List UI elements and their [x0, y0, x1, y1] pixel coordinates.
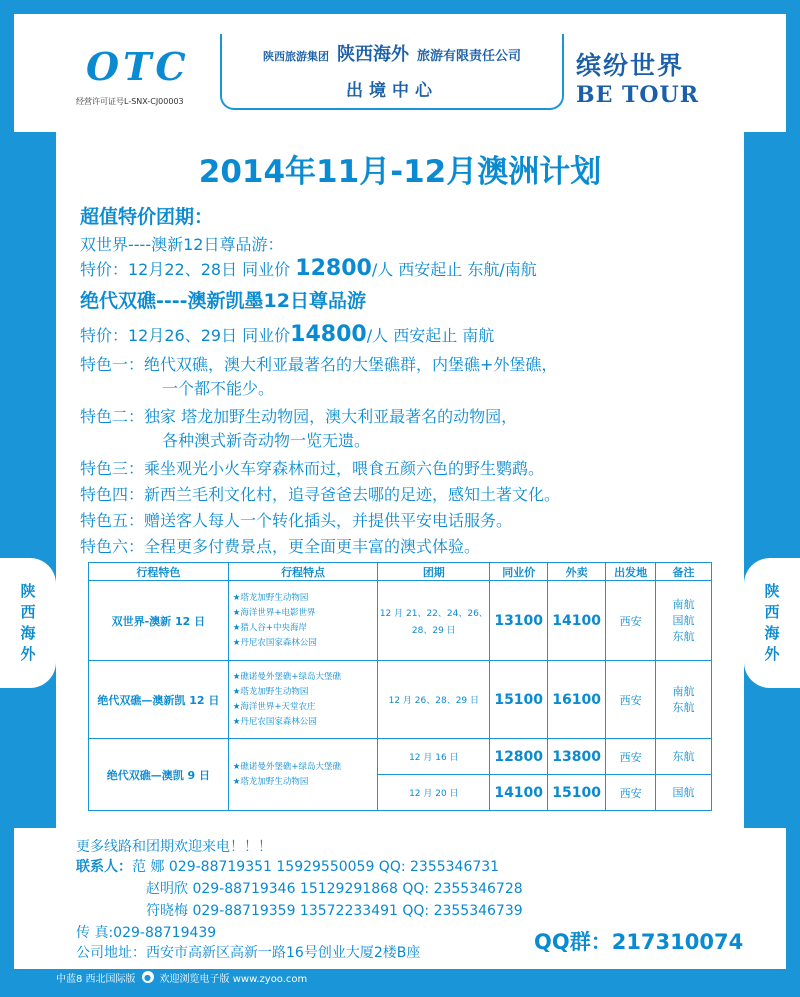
feature-text: 全程更多付费景点，更全面更丰富的澳式体验。 — [144, 537, 481, 556]
feature-1-cont: 一个都不能少。 — [162, 379, 275, 398]
route-dates: 12 月 20 日 — [378, 775, 490, 811]
feature-label: 特色三： — [80, 459, 145, 478]
qq-group-number: QQ群：217310074 — [534, 930, 744, 954]
edition-label: 中蓝8 西北国际版 — [56, 973, 136, 985]
side-char: 西 — [20, 603, 36, 621]
feature-1 — [80, 352, 557, 375]
column-header: 团期 — [378, 563, 490, 581]
brand-chinese: 缤纷世界 — [576, 51, 685, 80]
route-point: ★猎人谷+中央海岸 — [232, 622, 307, 633]
price-value: 12800 — [295, 256, 372, 281]
route-name: 绝代双礁—澳凯 9 日 — [89, 739, 229, 811]
feature-label: 特色六： — [80, 537, 145, 556]
license-number: 经营许可证号L-SNX-CJ00003 — [76, 97, 184, 106]
departure-city: 西安 — [606, 581, 656, 661]
price-suffix: /人 西安起止 南航 — [366, 326, 495, 345]
company-main-name: 陕西海外 — [336, 44, 409, 65]
contact-line — [76, 856, 499, 876]
left-side-band — [14, 132, 56, 828]
header — [56, 14, 744, 132]
feature-label: 特色一： — [80, 355, 145, 374]
retail-price: 13800 — [548, 739, 606, 775]
airline: 南航 — [672, 597, 695, 611]
feature-6 — [80, 534, 480, 557]
route-name: 双世界-澳新 12 日 — [89, 581, 229, 661]
fax-number: 传 真:029-88719439 — [76, 925, 217, 941]
bottom-bar — [56, 969, 356, 985]
trade-price: 12800 — [490, 739, 548, 775]
brand-english: BE TOUR — [576, 82, 700, 108]
center-title-box — [220, 34, 564, 110]
route-name: 绝代双礁—澳新凯 12 日 — [89, 661, 229, 739]
page-title: 2014年11月-12月澳洲计划 — [198, 154, 602, 190]
airline: 国航 — [672, 613, 695, 627]
column-header: 备注 — [656, 563, 712, 581]
contact-label: 联系人： — [76, 859, 132, 875]
column-header: 行程特点 — [228, 563, 378, 581]
column-header: 同业价 — [490, 563, 548, 581]
route-dates: 12 月 26、28、29 日 — [378, 661, 490, 739]
departure-city: 西安 — [606, 739, 656, 775]
company-suffix: 旅游有限责任公司 — [416, 49, 521, 64]
price-prefix: 特价：12月22、28日 同业价 — [80, 260, 296, 279]
date-line: 12 月 21、22、24、26、 — [379, 608, 488, 619]
price-prefix: 特价：12月26、29日 同业价 — [80, 326, 291, 345]
airline-notes: 国航 — [656, 775, 712, 811]
feature-label: 特色五： — [80, 511, 145, 530]
feature-2 — [80, 404, 517, 427]
feature-3 — [80, 456, 544, 479]
table-row — [89, 581, 712, 661]
route-points — [228, 739, 378, 811]
route-dates — [378, 581, 490, 661]
right-side-band — [744, 132, 786, 828]
contact-entry: 符晓梅 029-88719359 13572233491 QQ: 2355346739 — [146, 903, 523, 919]
feature-label: 特色四： — [80, 485, 145, 504]
company-line — [222, 40, 562, 66]
left-side-tab — [0, 558, 56, 688]
itinerary-table — [88, 562, 712, 811]
departure-city: 西安 — [606, 775, 656, 811]
date-line: 28、29 日 — [411, 625, 456, 636]
otc-logo: OTC — [86, 44, 190, 89]
route-point: ★丹尼农国家森林公园 — [232, 637, 317, 648]
column-header: 出发地 — [606, 563, 656, 581]
airline: 东航 — [672, 629, 695, 643]
feature-text: 绝代双礁，澳大利亚最著名的大堡礁群，内堡礁+外堡礁， — [144, 355, 558, 374]
route-point: ★礁诺曼外堡礁+绿岛大堡礁 — [232, 671, 341, 682]
feature-4 — [80, 482, 560, 505]
side-char: 陕 — [20, 582, 36, 600]
side-char: 外 — [20, 645, 36, 663]
feature-5 — [80, 508, 512, 531]
retail-price: 14100 — [548, 581, 606, 661]
route-point: ★海洋世界+天堂农庄 — [232, 701, 316, 712]
route-point: ★礁诺曼外堡礁+绿岛大堡礁 — [232, 761, 341, 772]
table-row — [89, 661, 712, 739]
route-point: ★塔龙加野生动物园 — [232, 776, 309, 787]
welcome-call: 更多线路和团期欢迎来电！！！ — [76, 839, 272, 855]
table-row — [89, 739, 712, 775]
contact-entry: 范 娜 029-88719351 15929550059 QQ: 2355346731 — [132, 859, 500, 875]
route-points — [228, 661, 378, 739]
trade-price: 14100 — [490, 775, 548, 811]
route-dates: 12 月 16 日 — [378, 739, 490, 775]
price-value: 14800 — [290, 322, 367, 347]
right-side-tab — [744, 558, 800, 688]
side-char: 海 — [764, 624, 780, 642]
trade-price: 13100 — [490, 581, 548, 661]
group-name: 陕西旅游集团 — [262, 50, 329, 63]
side-char: 海 — [20, 624, 36, 642]
side-char: 西 — [764, 603, 780, 621]
feature-text: 赠送客人每人一个转化插头，并提供平安电话服务。 — [144, 511, 513, 530]
retail-price: 15100 — [548, 775, 606, 811]
route1-price-line — [80, 256, 537, 281]
route-point: ★海洋世界+电影世界 — [232, 607, 316, 618]
trade-price: 15100 — [490, 661, 548, 739]
airline-notes — [656, 581, 712, 661]
contact-footer — [56, 828, 744, 969]
feature-2-cont: 各种澳式新奇动物一览无遗。 — [162, 431, 371, 450]
route1-name: 双世界----澳新12日尊品游： — [80, 235, 284, 254]
website-label[interactable]: 欢迎浏览电子版 www.zyoo.com — [159, 973, 308, 985]
side-char: 外 — [764, 645, 780, 663]
retail-price: 16100 — [548, 661, 606, 739]
feature-text: 乘坐观光小火车穿森林而过，喂食五颜六色的野生鹦鹉。 — [144, 459, 545, 478]
route2-price-line — [80, 322, 494, 347]
route-point: ★丹尼农国家森林公园 — [232, 716, 317, 727]
airline: 南航 — [672, 684, 695, 698]
column-header: 外卖 — [548, 563, 606, 581]
contact-entry: 赵明欣 029-88719346 15129291868 QQ: 2355346728 — [146, 881, 523, 897]
globe-icon: ● — [142, 971, 154, 983]
company-address: 公司地址：西安市高新区高新一路16号创业大厦2楼B座 — [76, 945, 421, 961]
airline: 东航 — [672, 700, 695, 714]
airline-notes — [656, 661, 712, 739]
airline-notes: 东航 — [656, 739, 712, 775]
route2-name: 绝代双礁----澳新凯墨12日尊品游 — [80, 290, 366, 312]
feature-text: 独家 塔龙加野生动物园，澳大利亚最著名的动物园， — [144, 407, 518, 426]
route-point: ★塔龙加野生动物园 — [232, 686, 309, 697]
side-char: 陕 — [764, 582, 780, 600]
departure-city: 西安 — [606, 661, 656, 739]
price-suffix: /人 西安起止 东航/南航 — [371, 260, 537, 279]
feature-text: 新西兰毛利文化村，追寻爸爸去哪的足迹，感知土著文化。 — [144, 485, 561, 504]
column-header: 行程特色 — [89, 563, 229, 581]
department-title: 出境中心 — [346, 81, 438, 101]
route-point: ★塔龙加野生动物园 — [232, 592, 309, 603]
route-points — [228, 581, 378, 661]
table-header-row — [89, 563, 712, 581]
section-heading: 超值特价团期： — [80, 206, 214, 228]
main-content — [56, 132, 744, 828]
feature-label: 特色二： — [80, 407, 145, 426]
